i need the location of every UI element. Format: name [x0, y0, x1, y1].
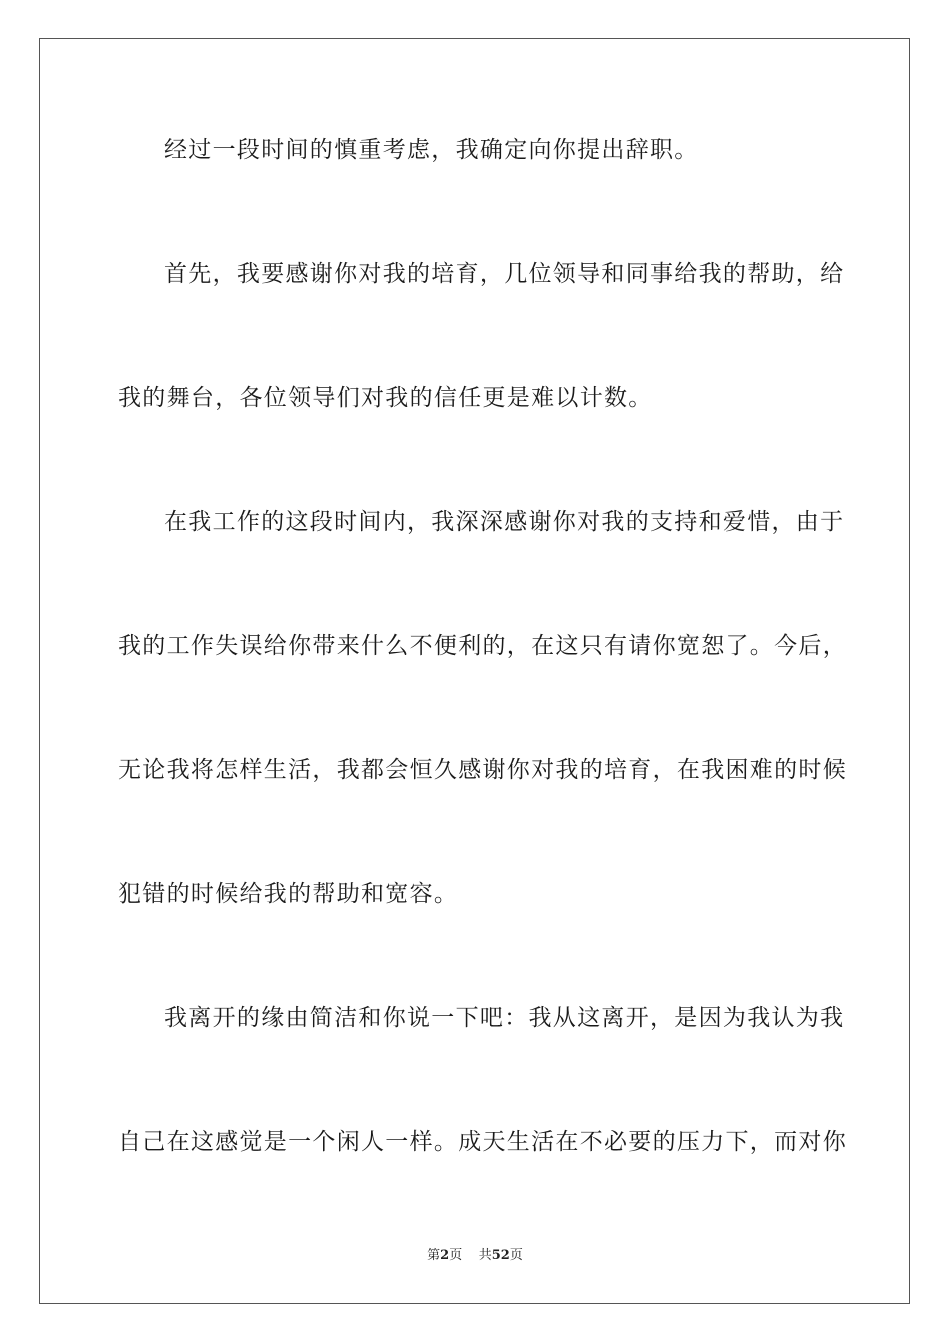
total-suffix: 页: [509, 1248, 523, 1263]
page-border: [39, 38, 910, 1304]
paragraph-3-line-4: 犯错的时候给我的帮助和宽容。: [118, 881, 459, 907]
paragraph-2-line-1: 首先，我要感谢你对我的培育，几位领导和同事给我的帮助，给: [164, 261, 845, 287]
paragraph-1-line-1: 经过一段时间的慎重考虑，我确定向你提出辞职。: [164, 137, 699, 163]
paragraph-4-line-1: 我离开的缘由简洁和你说一下吧：我从这离开，是因为我认为我: [164, 1005, 845, 1031]
page-footer: [0, 1247, 950, 1265]
paragraph-3-line-2: 我的工作失误给你带来什么不便利的，在这只有请你宽恕了。今后，: [118, 633, 847, 659]
page-prefix: 第: [427, 1248, 441, 1263]
page-suffix: 页: [449, 1248, 463, 1263]
total-pages: 52: [491, 1248, 510, 1263]
paragraph-2-line-2: 我的舞台，各位领导们对我的信任更是难以计数。: [118, 385, 653, 411]
total-prefix: 共: [478, 1248, 492, 1263]
paragraph-3-line-1: 在我工作的这段时间内，我深深感谢你对我的支持和爱惜，由于: [164, 509, 845, 535]
paragraph-3-line-3: 无论我将怎样生活，我都会恒久感谢你对我的培育，在我困难的时候: [118, 757, 847, 783]
page-number: 2: [440, 1248, 450, 1263]
paragraph-4-line-2: 自己在这感觉是一个闲人一样。成天生活在不必要的压力下，而对你: [118, 1129, 847, 1155]
